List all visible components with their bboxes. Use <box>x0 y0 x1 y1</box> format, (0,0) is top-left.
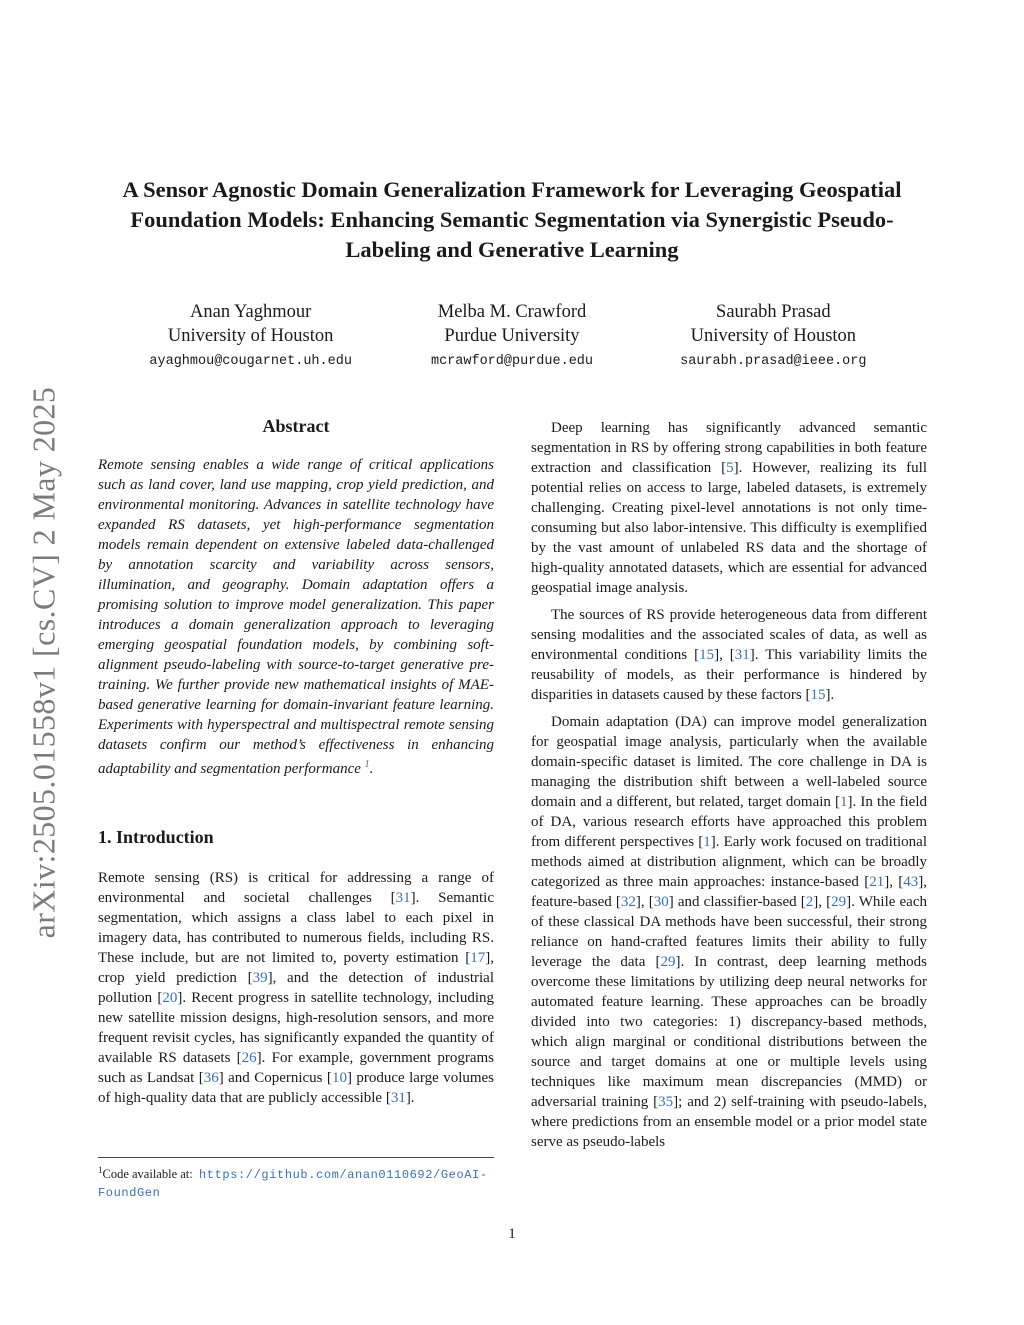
citation-link[interactable]: 20 <box>162 990 178 1006</box>
paragraph-deep-learning <box>531 418 927 598</box>
paragraph-text: The sources of RS provide heterogeneous data from different sensing modalities and the associated scales of data, as well as environmental conditions [ <box>531 607 927 663</box>
paragraph-rs-sources <box>531 605 927 705</box>
footnote <box>98 1157 494 1202</box>
author-affiliation: University of Houston <box>167 326 334 346</box>
right-column <box>531 418 927 1159</box>
citation-link[interactable]: 32 <box>620 894 636 910</box>
citation-link[interactable]: 31 <box>734 647 750 663</box>
citation-link[interactable]: 17 <box>470 950 486 966</box>
arxiv-identifier-stamp <box>24 372 64 952</box>
author-name: Saurabh Prasad <box>716 302 831 322</box>
paragraph-text: Remote sensing (RS) is critical for addressing a range of environmental and societal challenges [ <box>98 870 494 906</box>
abstract-heading: Abstract <box>262 416 330 436</box>
paragraph-text: ] and Copernicus [ <box>218 1070 332 1086</box>
citation-link[interactable]: 29 <box>660 954 676 970</box>
paragraph-domain-adaptation <box>531 712 927 1152</box>
paragraph-text: ], [ <box>635 894 654 910</box>
paragraph-text: Domain adaptation (DA) can improve model generalization for geospatial image analysis, particularly when the available domain-specific dataset is limited. The core challenge in DA is managing the distribution shift between a well-labeled source domain and a different, but related, target domain [ <box>531 714 927 810</box>
citation-link[interactable]: 30 <box>653 894 669 910</box>
paragraph-text: ]; and 2) self-training with pseudo-labels, where predictions from an ensemble model or a prior model state serve as pseudo-labels <box>531 1094 927 1150</box>
paper-title: A Sensor Agnostic Domain Generalization Framework for Leveraging Geospatial Foundation Models: Enhancing Semantic Segmentation via Synergistic Pseudo-Labeling and Generative Learning <box>122 177 902 262</box>
citation-link[interactable]: 31 <box>395 890 411 906</box>
footnote-number: 1 <box>98 1165 103 1175</box>
paragraph-text: ]. Early work focused on traditional methods aimed at distribution alignment, which can be broadly categorized as three main approaches: instance-based [ <box>531 834 927 890</box>
citation-link[interactable]: 39 <box>252 970 268 986</box>
footnote-label: Code available at: <box>102 1167 193 1182</box>
paragraph-text: ], crop yield prediction [ <box>98 950 494 986</box>
paragraph-text: ], [ <box>884 874 904 890</box>
paragraph-text: ]. <box>405 1090 415 1106</box>
citation-link[interactable]: 26 <box>241 1050 257 1066</box>
author-2 <box>381 300 642 369</box>
paragraph-text: ], feature-based [ <box>531 874 927 910</box>
footnote-marker[interactable]: 1 <box>364 759 370 770</box>
citation-link[interactable]: 15 <box>810 687 826 703</box>
author-1 <box>120 300 381 369</box>
footnote-text <box>98 1162 494 1202</box>
author-email[interactable]: mcrawford@purdue.edu <box>430 354 593 369</box>
author-3 <box>643 300 904 369</box>
author-name: Melba M. Crawford <box>437 302 587 322</box>
author-affiliation: Purdue University <box>444 326 580 346</box>
author-email[interactable]: ayaghmou@cougarnet.uh.edu <box>149 354 352 369</box>
citation-link[interactable]: 5 <box>726 460 734 476</box>
citation-link[interactable]: 36 <box>203 1070 219 1086</box>
citation-link[interactable]: 1 <box>840 794 848 810</box>
author-email[interactable]: saurabh.prasad@ieee.org <box>680 354 867 369</box>
citation-link[interactable]: 35 <box>658 1094 674 1110</box>
paragraph-text: ]. In the field of DA, various research efforts have approached this problem from different perspectives [ <box>531 794 927 850</box>
abstract-end: . <box>369 761 374 777</box>
paragraph-text: Deep learning has significantly advanced semantic segmentation in RS by offering strong capabilities in both feature extraction and classification [ <box>531 420 927 476</box>
abstract-body: Remote sensing enables a wide range of critical applications such as land cover, land use mapping, crop yield prediction, and environmental monitoring. Advances in satellite technology have expanded RS datasets, yet high-performance segmentation models remain dependent on extensive labeled data-challenged by annotation scarcity and variability across sensors, illumination, and geography. Domain adaptation offers a promising solution to improve model generalization. This paper introduces a domain generalization approach to leveraging emerging geospatial foundation models, by combining soft-alignment pseudo-labeling with source-to-target generative pre-training. We further provide new mathematical insights of MAE-based generative learning for domain-invariant feature learning. Experiments with hyperspectral and multispectral remote sensing datasets confirm our method’s effectiveness in enhancing adaptability and segmentation performance <box>98 457 494 777</box>
citation-link[interactable]: 10 <box>331 1070 347 1086</box>
author-name: Anan Yaghmour <box>190 302 312 322</box>
paragraph-text: ]. While each of these classical DA methods have been successful, their strong reliance on hand-crafted features limits their ability to fully leverage the data [ <box>531 894 927 970</box>
introduction-heading: 1. Introduction <box>98 827 214 847</box>
citation-link[interactable]: 21 <box>869 874 885 890</box>
paragraph-text: ] and classifier-based [ <box>668 894 806 910</box>
paragraph-text: ]. This variability limits the reusability of models, as their performance is hindered by disparities in datasets caused by these factors [ <box>531 647 927 703</box>
author-block <box>120 300 904 369</box>
paragraph-text: ]. Semantic segmentation, which assigns a class label to each pixel in imagery data, has contributed to numerous fields, including RS. These include, but are not limited to, poverty estimation [ <box>98 890 494 966</box>
citation-link[interactable]: 15 <box>699 647 715 663</box>
citation-link[interactable]: 1 <box>703 834 711 850</box>
paragraph-text: ]. <box>825 687 835 703</box>
citation-link[interactable]: 43 <box>903 874 919 890</box>
paragraph-text: ]. Recent progress in satellite technology, including new satellite mission designs, high-resolution sensors, and more frequent revisit cycles, has significantly expanded the quantity of available RS datasets [ <box>98 990 494 1066</box>
arxiv-identifier-text: arXiv:2505.01558v1 [cs.CV] 2 May 2025 <box>25 386 62 938</box>
abstract-text <box>98 455 494 779</box>
paragraph-text: ], [ <box>714 647 735 663</box>
left-column <box>98 416 494 1108</box>
paragraph-text: ] produce large volumes of high-quality data that are publicly accessible [ <box>98 1070 495 1106</box>
paragraph-text: ], and the detection of industrial pollution [ <box>98 970 494 1006</box>
citation-link[interactable]: 2 <box>805 894 814 910</box>
page-number: 1 <box>508 1226 516 1242</box>
footnote-code-link[interactable]: https://github.com/anan0110692/GeoAI-FoundGen <box>98 1168 488 1201</box>
citation-link[interactable]: 31 <box>390 1090 406 1106</box>
paragraph-text: ]. For example, government programs such as Landsat [ <box>98 1050 494 1086</box>
paragraph-text: ]. In contrast, deep learning methods overcome these limitations by utilizing deep neural networks for automated feature learning. These approaches can be broadly divided into two categories: 1) discrepancy-based methods, which align marginal or conditional distributions between the source and target domains at one or multiple levels using techniques like maximum mean discrepancies (MMD) or adversarial training [ <box>531 954 927 1110</box>
citation-link[interactable]: 29 <box>831 894 847 910</box>
introduction-paragraph <box>98 868 494 1108</box>
author-affiliation: University of Houston <box>690 326 857 346</box>
paragraph-text: ], [ <box>813 894 832 910</box>
paragraph-text: ]. However, realizing its full potential relies on access to large, labeled datasets, is extremely challenging. Creating pixel-level annotations is not only time-consuming but also labor-intensive. This difficulty is exemplified by the vast amount of unlabeled RS data and the shortage of high-quality annotated datasets, which are essential for advanced geospatial image analysis. <box>531 460 928 596</box>
